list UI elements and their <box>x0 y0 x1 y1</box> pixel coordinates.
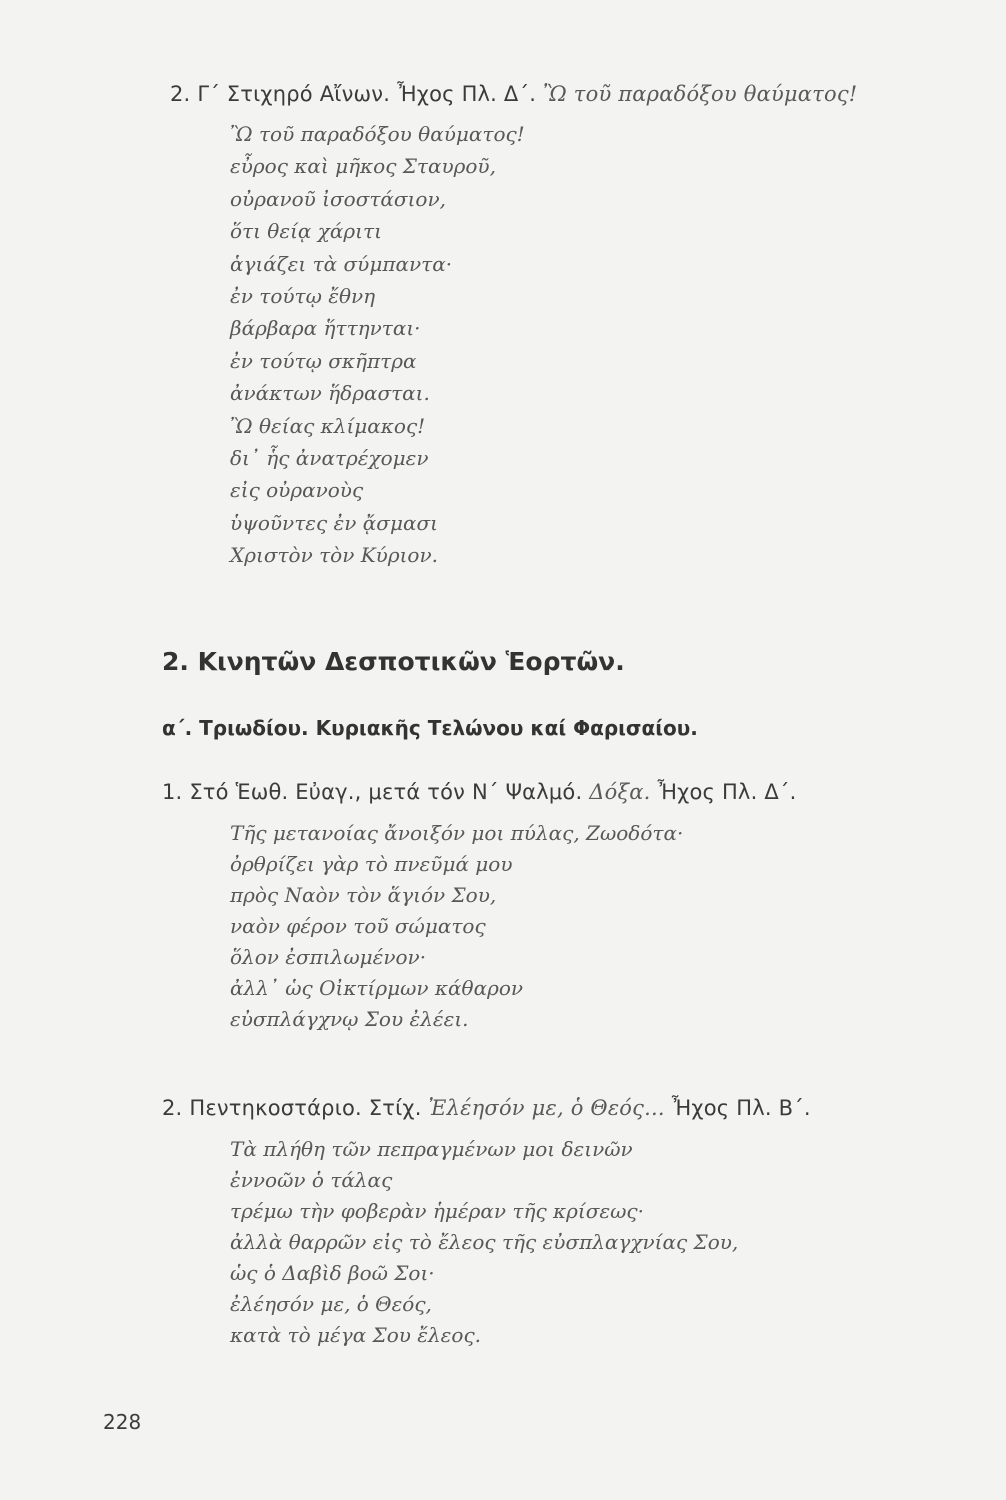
verse-line: ὀρθρίζει γὰρ τὸ πνεῦμά μου <box>230 852 513 876</box>
verse-line: ἀλλ᾿ ὡς Οἰκτίρμων κάθαρον <box>230 976 524 1000</box>
verse-line: Ὢ θείας κλίμακος! <box>230 413 426 438</box>
verse-line: οὐρανοῦ ἰσοστάσιον, <box>230 186 446 211</box>
verse-line: κατὰ τὸ μέγα Σου ἔλεος. <box>230 1323 481 1347</box>
subsection-title: α΄. Τριωδίου. Κυριακῆς Τελώνου καί Φαρισαίου. <box>162 716 698 740</box>
verse-line: τρέμω τὴν φοβερὰν ἡμέραν τῆς κρίσεως· <box>230 1199 644 1223</box>
verse-line: πρὸς Ναὸν τὸν ἅγιόν Σου, <box>230 883 497 907</box>
verse-line: Τῆς μετανοίας ἄνοιξόν μοι πύλας, Ζωοδότα· <box>230 821 684 845</box>
hymn-heading-text: Γ΄ Στιχηρό Αἴνων. Ἦχος Πλ. Δ΄. <box>197 82 537 106</box>
hymn-tone: Ἦχος Πλ. Β΄. <box>671 1096 811 1120</box>
hymn-heading-text: Πεντηκοστάριο. Στίχ. <box>189 1096 422 1120</box>
hymn-verse-2 <box>230 818 683 1035</box>
verse-line: ὅτι θείᾳ χάριτι <box>230 219 382 244</box>
verse-line: εἰς οὐρανοὺς <box>230 478 364 503</box>
verse-line: ὑψοῦντες ἐν ᾄσμασι <box>230 510 438 535</box>
hymn-number: 1. <box>162 780 183 804</box>
hymn-verse-1 <box>230 118 525 572</box>
hymn-number: 2. <box>162 1096 183 1120</box>
hymn-number: 2. <box>170 82 191 106</box>
hymn-heading-1 <box>170 82 857 106</box>
verse-line: Τὰ πλήθη τῶν πεπραγμένων μοι δεινῶν <box>230 1137 633 1161</box>
verse-line: ἐννοῶν ὁ τάλας <box>230 1168 393 1192</box>
verse-line: ἀνάκτων ἥδρασται. <box>230 381 430 406</box>
verse-line: ὅλον ἐσπιλωμένον· <box>230 945 427 969</box>
verse-line: ἁγιάζει τὰ σύμπαντα· <box>230 251 453 276</box>
hymn-tone: Ἦχος Πλ. Δ΄. <box>657 780 797 804</box>
verse-line: βάρβαρα ἥττηνται· <box>230 316 421 341</box>
hymn-verse-3 <box>230 1134 738 1351</box>
hymn-heading-3 <box>162 1096 811 1120</box>
hymn-incipit: Ἐλέησόν με, ὁ Θεός... <box>428 1096 665 1120</box>
verse-line: ναὸν φέρον τοῦ σώματος <box>230 914 486 938</box>
verse-line: Ὢ τοῦ παραδόξου θαύματος! <box>230 122 525 146</box>
verse-line: ἐλέησόν με, ὁ Θεός, <box>230 1292 432 1316</box>
hymn-heading-2 <box>162 780 796 804</box>
verse-line: δι᾿ ἧς ἀνατρέχομεν <box>230 446 429 471</box>
hymn-incipit: Ὢ τοῦ παραδόξου θαύματος! <box>542 82 858 106</box>
section-title: 2. Κινητῶν Δεσποτικῶν Ἑορτῶν. <box>162 647 625 676</box>
page-number: 228 <box>103 1410 142 1434</box>
hymn-heading-text: Στό Ἑωθ. Εὐαγ., μετά τόν Ν΄ Ψαλμό. <box>189 780 583 804</box>
verse-line: ἀλλὰ θαρρῶν εἰς τὸ ἔλεος τῆς εὐσπλαγχνίας Σου, <box>230 1230 739 1254</box>
verse-line: Χριστὸν τὸν Κύριον. <box>230 543 438 568</box>
hymn-incipit: Δόξα. <box>589 780 651 804</box>
verse-line: ἐν τούτῳ ἔθνη <box>230 284 376 309</box>
verse-line: ἐν τούτῳ σκῆπτρα <box>230 348 417 373</box>
verse-line: εὐσπλάγχνῳ Σου ἐλέει. <box>230 1007 469 1031</box>
verse-line: εὖρος καὶ μῆκος Σταυροῦ, <box>230 154 496 179</box>
verse-line: ὡς ὁ Δαβὶδ βοῶ Σοι· <box>230 1261 435 1285</box>
